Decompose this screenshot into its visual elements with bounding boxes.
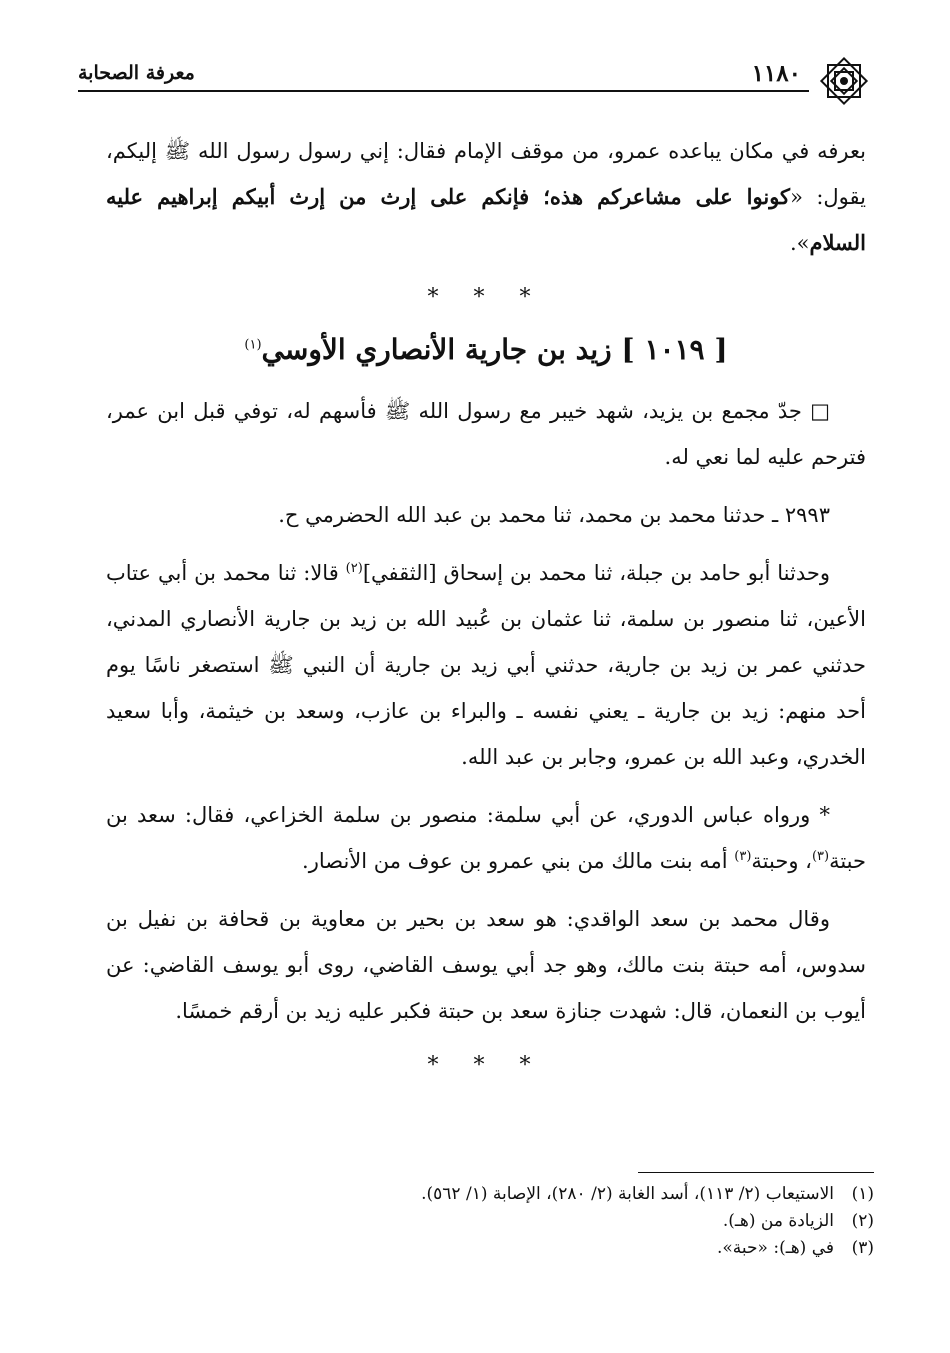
footnote-ref: (١) bbox=[244, 337, 262, 353]
abbas-text-start: * ورواه عباس الدوري، عن أبي سلمة: منصور بن سلمة الخزاعي، فقال: سعد بن حبتة bbox=[106, 803, 866, 873]
intro-text: بعرفه في مكان يباعده عمرو، من موقف الإمام فقال: إني رسول رسول الله ﷺ إليكم، يقول: « bbox=[106, 139, 866, 209]
footnote-number: (٢) bbox=[851, 1211, 874, 1231]
footnote bbox=[106, 1235, 874, 1262]
running-title: معرفة الصحابة bbox=[78, 62, 195, 84]
intro-quote: كونوا على مشاعركم هذه؛ فإنكم على إرث من إرث أبيكم إبراهيم عليه السلام bbox=[106, 184, 866, 255]
main-text bbox=[106, 128, 866, 1090]
abbas-text-end: أمه بنت مالك من بني عمرو بن عوف من الأنصار. bbox=[302, 849, 735, 873]
section-separator: * * * bbox=[427, 285, 545, 310]
waqidi-paragraph: وقال محمد بن سعد الواقدي: هو سعد بن بحير بن معاوية بن قحافة بن نفيل بن سدوس، أمه حبتة بنت مالك، وهو جد أبي يوسف القاضي، روى أبو يوسف القاضي: عن أيوب بن النعمان، قال: شهدت جنازة سعد بن حبتة فكبر عليه زيد بن أرقم خمسًا. bbox=[106, 907, 866, 1023]
entry-heading bbox=[106, 322, 866, 378]
footnote bbox=[106, 1181, 874, 1208]
abbas-text-mid: ، وحبتة bbox=[751, 849, 812, 873]
footnote-ref: (٣) bbox=[734, 849, 752, 864]
chain-text-rest: قالا: ثنا محمد بن أبي عتاب الأعين، ثنا منصور بن سلمة، ثنا عثمان بن عُبيد الله بن زيد بن جارية الأنصاري المدني، حدثني عمر بن زيد بن جارية، حدثني أبي زيد بن جارية أن النبي ﷺ استصغر ناسًا يوم أحد منهم: زيد بن جارية ـ يعني نفسه ـ والبراء بن عازب، وسعد بن خيثمة، وأبا سعيد الخدري، وعبد الله بن عمرو، وجابر بن عبد الله. bbox=[106, 561, 866, 769]
chain-paragraph bbox=[106, 550, 866, 780]
page-header bbox=[78, 52, 873, 112]
footnote-number: (٣) bbox=[851, 1238, 874, 1258]
footnote-text: الاستيعاب (٢/ ١١٣)، أسد الغابة (٢/ ٢٨٠)، الإصابة (١/ ٥٦٢). bbox=[421, 1184, 834, 1204]
footnote-ref: (٣) bbox=[811, 849, 830, 864]
footnote-text: الزيادة من (هـ). bbox=[722, 1211, 834, 1231]
intro-end: ». bbox=[789, 231, 810, 255]
chain-text-start: وحدثنا أبو حامد بن جبلة، ثنا محمد بن إسحاق [الثقفي] bbox=[362, 561, 830, 585]
footnote-ref: (٢) bbox=[345, 561, 363, 576]
abbas-paragraph bbox=[106, 792, 866, 884]
star-ornament-icon bbox=[815, 52, 873, 110]
footnote bbox=[106, 1208, 874, 1235]
hadith-number-line: ٢٩٩٣ ـ حدثنا محمد بن محمد، ثنا محمد بن عبد الله الحضرمي ح. bbox=[278, 503, 830, 527]
entry-heading-text: [ ١٠١٩ ] زيد بن جارية الأنصاري الأوسي bbox=[261, 333, 728, 366]
footnote-text: في (هـ): «حبة». bbox=[717, 1238, 834, 1258]
footnote-divider bbox=[638, 1172, 874, 1173]
page-number: ١١٨٠ bbox=[751, 60, 801, 87]
intro-paragraph bbox=[106, 128, 866, 266]
footnotes bbox=[106, 1172, 874, 1262]
bio-paragraph: □ جدّ مجمع بن يزيد، شهد خيبر مع رسول الله ﷺ فأسهم له، توفي قبل ابن عمر، فترحم عليه لما نعي له. bbox=[106, 399, 866, 469]
section-separator: * * * bbox=[427, 1053, 545, 1078]
footnote-number: (١) bbox=[851, 1184, 874, 1204]
header-divider bbox=[78, 90, 809, 92]
